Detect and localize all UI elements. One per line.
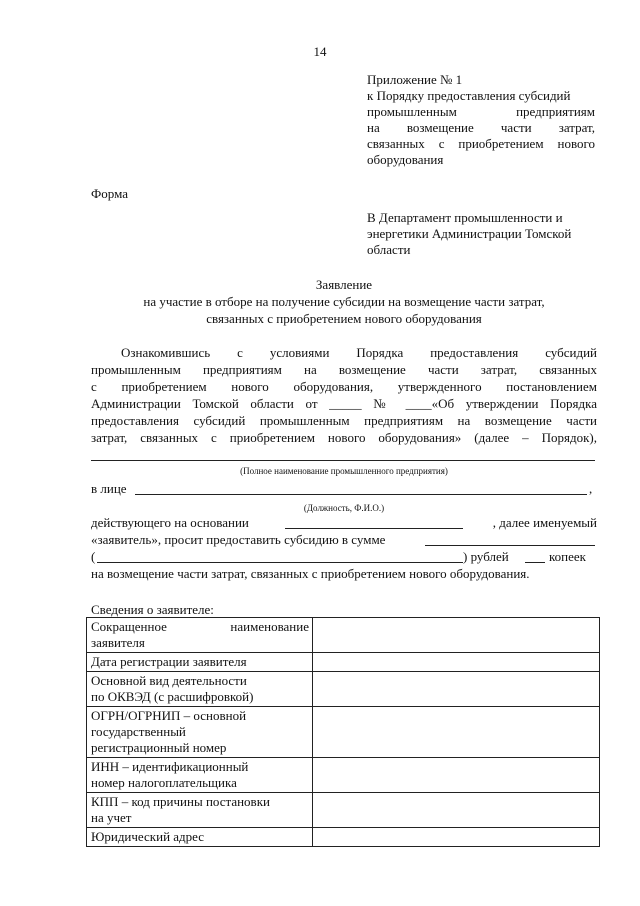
- person-fill-line[interactable]: [135, 494, 587, 495]
- basis-fill-line[interactable]: [285, 528, 463, 529]
- intro-line: промышленным предприятиям на возмещение части затрат, связанных: [91, 362, 597, 377]
- addressee-line: В Департамент промышленности и: [367, 210, 563, 225]
- table-row: [87, 672, 600, 707]
- table-row: [87, 707, 600, 758]
- appendix-line: к Порядку предоставления субсидий: [367, 88, 571, 103]
- amount-fill-line[interactable]: [425, 545, 595, 546]
- field-label: Юридический адрес: [91, 829, 205, 844]
- document-heading: [91, 276, 597, 327]
- intro-line: Ознакомившись с условиями Порядка предоставления субсидий: [121, 345, 597, 360]
- field-label: на учет: [91, 810, 132, 825]
- kopecks-fill-line[interactable]: [525, 562, 545, 563]
- field-value-cell[interactable]: [313, 618, 600, 653]
- basis-text: ) рублей: [463, 549, 509, 564]
- intro-paragraph: [91, 344, 597, 446]
- field-label: ОГРН/ОГРНИП – основной: [91, 708, 247, 723]
- table-row: [87, 828, 600, 847]
- field-label-cell: [87, 653, 313, 672]
- field-label: КПП – код причины постановки: [91, 794, 270, 809]
- appendix-line: Приложение № 1: [367, 72, 463, 87]
- appendix-line: связанных с приобретением нового: [367, 136, 595, 151]
- field-value-cell[interactable]: [313, 672, 600, 707]
- position-caption: (Должность, Ф.И.О.): [303, 503, 385, 513]
- person-suffix: ,: [589, 481, 593, 496]
- basis-row-2: [91, 532, 597, 549]
- field-label: заявителя: [91, 635, 145, 650]
- field-label: ИНН – идентификационный: [91, 759, 249, 774]
- field-label-cell: [87, 618, 313, 653]
- basis-row-3: [91, 549, 597, 566]
- field-label-cell: [87, 707, 313, 758]
- intro-line: с приобретением нового оборудования, утвержденного постановлением: [91, 379, 597, 394]
- basis-row-4: [91, 566, 597, 583]
- amount-words-fill-line[interactable]: [97, 562, 463, 563]
- field-label-cell: [87, 758, 313, 793]
- applicant-info-table: [86, 617, 600, 847]
- table-row: [87, 793, 600, 828]
- field-value-cell[interactable]: [313, 707, 600, 758]
- intro-line: предоставления субсидий промышленным предприятиям на возмещение части: [91, 413, 597, 428]
- basis-row-1: [91, 515, 597, 532]
- field-label: государственный: [91, 724, 186, 739]
- field-label: Сокращенное наименование: [91, 619, 309, 634]
- basis-text: «заявитель», просит предоставить субсидию в сумме: [91, 532, 386, 547]
- field-label-cell: [87, 672, 313, 707]
- appendix-block: [367, 72, 595, 168]
- appendix-line: промышленным предприятиям: [367, 104, 595, 119]
- field-label: по ОКВЭД (с расшифровкой): [91, 689, 254, 704]
- person-row: [91, 481, 597, 498]
- basis-text: , далее именуемый: [492, 515, 597, 530]
- addressee-line: энергетики Администрации Томской: [367, 226, 572, 241]
- table-row: [87, 653, 600, 672]
- heading-line: связанных с приобретением нового оборудования: [206, 311, 482, 326]
- basis-text: на возмещение части затрат, связанных с приобретением нового оборудования.: [91, 566, 530, 581]
- field-label: Основной вид деятельности: [91, 673, 247, 688]
- heading-title: Заявление: [315, 277, 373, 292]
- info-title: Сведения о заявителе:: [91, 602, 214, 617]
- table-row: [87, 618, 600, 653]
- intro-line: Администрации Томской области от _____ № ____«Об утверждении Порядка: [91, 396, 597, 411]
- field-value-cell[interactable]: [313, 828, 600, 847]
- basis-text: действующего на основании: [91, 515, 249, 530]
- enterprise-caption: (Полное наименование промышленного предприятия): [240, 466, 448, 476]
- appendix-line: на возмещение части затрат,: [367, 120, 595, 135]
- addressee-block: [367, 210, 597, 258]
- field-label-cell: [87, 828, 313, 847]
- enterprise-name-line[interactable]: [91, 460, 595, 461]
- field-label: Дата регистрации заявителя: [91, 654, 247, 669]
- person-prefix: в лице: [91, 481, 127, 496]
- form-label: Форма: [91, 186, 128, 201]
- page-number: 14: [313, 44, 327, 59]
- field-value-cell[interactable]: [313, 758, 600, 793]
- intro-line: затрат, связанных с приобретением нового оборудования» (далее – Порядок),: [91, 430, 597, 445]
- field-label: регистрационный номер: [91, 740, 227, 755]
- heading-line: на участие в отборе на получение субсидии на возмещение части затрат,: [143, 294, 545, 309]
- table-row: [87, 758, 600, 793]
- basis-text: (: [91, 549, 96, 564]
- field-label: номер налогоплательщика: [91, 775, 237, 790]
- field-label-cell: [87, 793, 313, 828]
- appendix-line: оборудования: [367, 152, 444, 167]
- addressee-line: области: [367, 242, 411, 257]
- field-value-cell[interactable]: [313, 793, 600, 828]
- field-value-cell[interactable]: [313, 653, 600, 672]
- basis-text: копеек: [549, 549, 586, 564]
